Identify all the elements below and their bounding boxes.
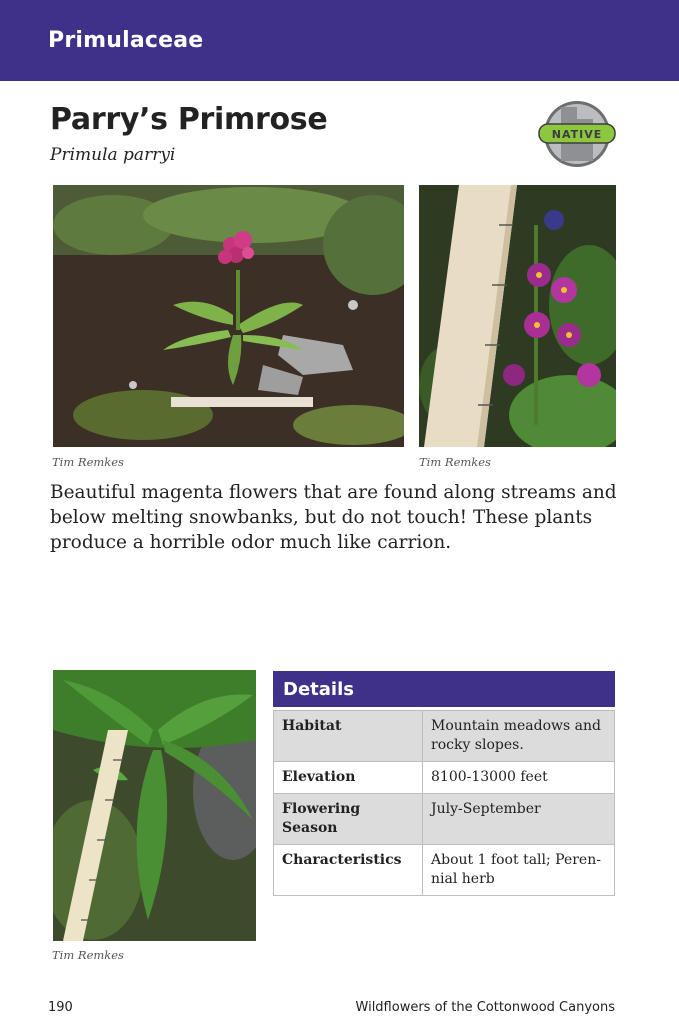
photo-credit: Tim Remkes	[52, 948, 124, 962]
book-title: Wildflowers of the Cottonwood Canyons	[355, 1000, 615, 1015]
native-badge	[537, 99, 617, 169]
plant-family-heading: Primulaceae	[48, 28, 204, 53]
native-badge-label: NATIVE	[551, 128, 603, 141]
detail-value: Mountain meadows and rocky slopes.	[423, 711, 615, 762]
photo-credit: Tim Remkes	[419, 455, 491, 469]
leaves-photo	[53, 670, 256, 941]
table-row	[274, 762, 615, 794]
page-number: 190	[48, 1000, 73, 1015]
detail-value: July-September	[423, 794, 615, 845]
detail-value: 8100-13000 feet	[423, 762, 615, 794]
utah-state-icon	[537, 99, 617, 169]
details-table	[273, 710, 615, 896]
rosette-photo	[53, 185, 404, 447]
scientific-name: Primula parryi	[50, 145, 176, 165]
flower-closeup-photo	[419, 185, 616, 447]
details-heading: Details	[273, 671, 615, 707]
page-title: Parry’s Primrose	[50, 102, 328, 137]
detail-label: Flowering Season	[274, 794, 423, 845]
table-row	[274, 711, 615, 762]
detail-label: Characteristics	[274, 845, 423, 896]
table-row	[274, 845, 615, 896]
detail-label: Habitat	[274, 711, 423, 762]
table-row	[274, 794, 615, 845]
detail-label: Elevation	[274, 762, 423, 794]
detail-value: About 1 foot tall; Peren-nial herb	[423, 845, 615, 896]
species-description: Beautiful magenta flowers that are found along streams and below melting snowbanks, but do not touch! These plants produce a horrible odor much like carrion.	[50, 482, 617, 553]
photo-credit: Tim Remkes	[52, 455, 124, 469]
chapter-header-band	[0, 0, 679, 81]
